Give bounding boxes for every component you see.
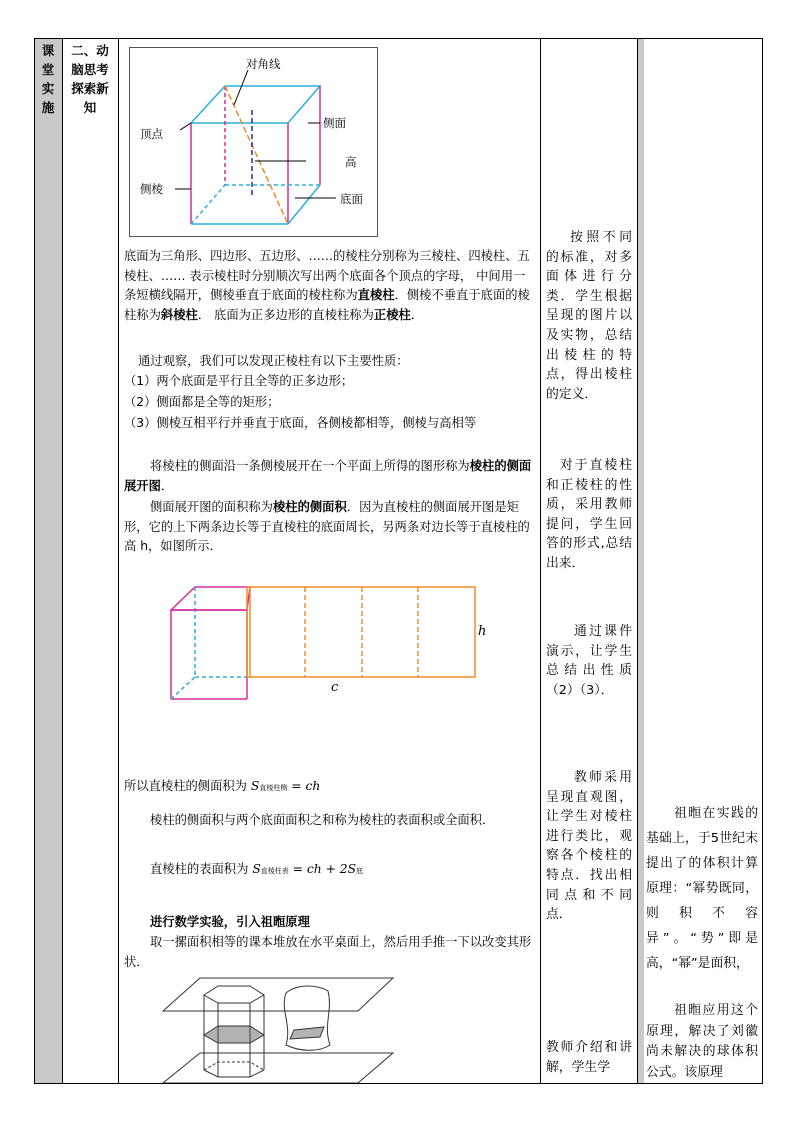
lateral-unfold-figure <box>165 578 495 708</box>
table-border <box>34 38 35 1084</box>
teacher-note-2: 对于直棱柱和正棱柱的性质，采用教师提问，学生回答的形式,总结出来． <box>546 458 632 571</box>
lateral-unfold-definition: 将棱柱的侧面沿一条侧棱展开在一个平面上所得的图形称为棱柱的侧面展开图． <box>124 459 532 493</box>
property-1: （1）两个底面是平行且全等的正多边形； <box>124 374 354 388</box>
prism-definition-paragraph: 底面为三角形、四边形、五边形、……的棱柱分别称为三棱柱、四棱柱、五棱柱、…… 表示棱柱时分别顺次写出两个底面各个顶点的字母， 中间用一条短横线隔开，侧棱垂直于底面的棱柱称为直棱柱．侧棱不垂直于底面的棱柱称为斜棱柱． 底面为正多边形的直棱柱称为正棱柱． <box>124 249 530 322</box>
label-lateral-face: 侧面 <box>323 116 346 130</box>
step-label: 二、动脑思考探索新知 <box>71 43 109 115</box>
lateral-area-formula: 所以直棱柱的侧面积为 S直棱柱侧 = ch <box>124 779 321 793</box>
notes-column-shading <box>638 39 644 1084</box>
table-bottom-border <box>34 1083 763 1084</box>
table-border <box>118 38 119 1084</box>
zugeng-note-1: 祖暅在实践的基础上，于5世纪末提出了的体积计算原理：“幂势既同，则积不容异”。“势”即是高，“幂”是面积， <box>646 806 758 971</box>
property-2: （2）侧面都是全等的矩形； <box>124 395 280 409</box>
teacher-note-5: 教师介绍和讲解，学生学 <box>546 1040 632 1075</box>
section-label: 课堂实施 <box>41 43 55 115</box>
lateral-area-explanation: 侧面展开图的面积称为棱柱的侧面积．因为直棱柱的侧面展开图是矩形，它的上下两条边长等于直棱柱的底面周长，另两条对边长等于直棱柱的高 h，如图所示． <box>124 500 530 553</box>
surface-area-definition: 棱柱的侧面积与两个底面面积之和称为棱柱的表面积或全面积． <box>150 813 495 827</box>
table-top-border <box>34 38 763 39</box>
table-border <box>637 38 638 1084</box>
table-border <box>762 38 763 1084</box>
label-height: 高 <box>345 155 357 169</box>
diagonal <box>225 86 288 224</box>
zugeng-figure <box>158 975 398 1083</box>
teacher-note-1: 按照不同的标准，对多面体进行分类．学生根据呈现的图片以及实物，总结出棱柱的特点，得出棱柱的定义． <box>546 230 632 402</box>
label-diagonal: 对角线 <box>246 57 281 71</box>
label-c: c <box>331 680 339 695</box>
properties-intro: 通过观察，我们可以发现正棱柱有以下主要性质： <box>138 354 409 368</box>
surface-area-formula: 直棱柱的表面积为 S直棱柱表 = ch + 2S底 <box>150 862 364 876</box>
teacher-note-4: 教师采用呈现直观图，让学生对棱柱进行类比，观察各个棱柱的特点．找出相同点和不同点． <box>546 770 632 923</box>
table-border <box>62 38 63 1084</box>
prism-figure <box>129 47 378 237</box>
zugeng-note-2: 祖暅应用这个原理，解决了刘徽尚未解决的球体积公式。该原理 <box>646 1003 758 1080</box>
experiment-text: 取一摞面积相等的课本堆放在水平桌面上，然后用手推一下以改变其形状． <box>124 935 532 969</box>
label-h: h <box>478 624 487 639</box>
section-column-shading <box>35 39 62 1084</box>
teacher-note-3: 通过课件演示，让学生总结出性质（2）（3）． <box>546 624 632 698</box>
property-3: （3）侧棱互相平行并垂直于底面，各侧棱都相等，侧棱与高相等 <box>124 416 477 430</box>
table-border <box>540 38 541 1084</box>
label-lateral-edge: 侧棱 <box>140 182 163 196</box>
experiment-title: 进行数学实验，引入祖暅原理 <box>150 915 310 929</box>
label-vertex: 顶点 <box>140 127 163 141</box>
top-face <box>191 86 320 123</box>
label-base: 底面 <box>340 192 363 206</box>
